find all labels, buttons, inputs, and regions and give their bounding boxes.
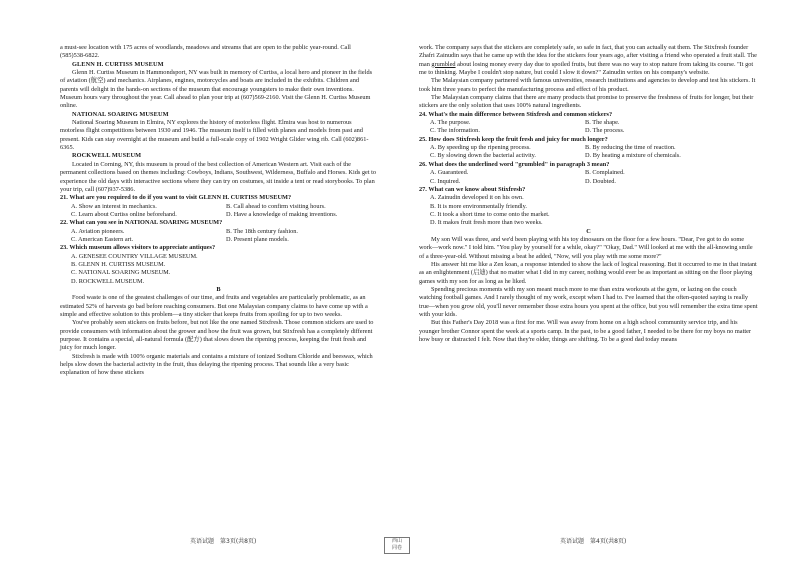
enlightenment-cn: 启迪 xyxy=(473,269,486,277)
q24-stem: 24. What's the main difference between Stixfresh and common stickers? xyxy=(419,110,613,118)
c-paragraph-3: Spending precious moments with my son meant much more to me than extra workouts at the gym, or lazing on the couch watching football games. And I rarely thought of my work, except when I had to. I've learned that the often-quoted saying is really true—when you grow old, you'll never remember those extra hours you spent at the office, but you will remember the extra time spent with your kids. xyxy=(419,285,758,318)
q25-option-b: B. By reducing the time of reaction. xyxy=(585,144,676,152)
q25-option-d: D. By heating a mixture of chemicals. xyxy=(585,152,681,160)
q26-option-d: D. Doubted. xyxy=(585,177,616,185)
q24-option-d: D. The process. xyxy=(585,127,625,135)
formula-cn: 配方 xyxy=(187,336,200,344)
right-column xyxy=(419,44,758,344)
q22-option-b: B. The 18th century fashion. xyxy=(226,227,298,235)
q23-option-d: D. ROCKWELL MUSEUM. xyxy=(71,277,145,285)
b-paragraph-2: You've probably seen stickers on fruits before, but not like the one named Stixfresh. Those common stickers are used to provide consumers with information about the grower and how the fruit was grown, but Stixfresh has a completely different purpose. It contains a special, all-natural formula (配方) that slows down the ripening process, keeping the fruit fresh and juicy for much longer. xyxy=(60,319,374,352)
q25-option-a: A. By speeding up the ripening process. xyxy=(430,144,531,152)
publisher-logo: 西山 同卷 xyxy=(384,537,410,554)
right-page xyxy=(397,0,794,562)
section-c-title: C xyxy=(586,227,591,235)
q25-option-c: C. By slowing down the bacterial activity. xyxy=(430,152,536,160)
question-21 xyxy=(60,194,377,219)
question-22 xyxy=(60,219,377,244)
q27-option-c: C. It took a short time to come onto the market. xyxy=(430,210,550,218)
question-27 xyxy=(419,186,758,228)
r-paragraph-2: The Malaysian company partnered with famous universities, research institutions and agencies to develop and test his stickers. It took him three years to perfect the manufacturing process and effect of his product. xyxy=(419,77,756,93)
footer-right-page-number: 英语试题 第4页(共8页) xyxy=(560,538,627,545)
question-25 xyxy=(419,136,758,161)
q22-option-c: C. American Eastern art. xyxy=(71,235,134,243)
q26-option-b: B. Complained. xyxy=(585,169,625,177)
q25-stem: 25. How does Stixfresh keep the fruit fresh and juicy for much longer? xyxy=(419,135,608,143)
q23-option-c: C. NATIONAL SOARING MUSEUM. xyxy=(71,269,171,277)
c-paragraph-2: His answer hit me like a Zen koan, a response intended to show the lack of logical reasoning. But it occurred to me in that instant as an enlightenment (启迪) that no matter what I did in my career, nothing would ever be as important as sitting on the floor playing games with my son for as long as he liked. xyxy=(419,260,757,285)
rockwell-heading: ROCKWELL MUSEUM xyxy=(72,152,142,160)
r-paragraph-3: The Malaysian company claims that there are many products that promise to preserve the freshness of fruits for longer, but their stickers are the only solution that uses 100% natural ingredients. xyxy=(419,94,754,110)
q21-option-c: C. Learn about Curtiss online beforehand. xyxy=(71,210,177,218)
q23-option-b: B. GLENN H. CURTISS MUSEUM. xyxy=(71,260,166,268)
q24-option-c: C. The information. xyxy=(430,127,480,135)
soaring-body: National Soaring Museum in Elmira, NY explores the history of motorless flight. Elmira was host to numerous motorless flight competitions between 1930 and 1946. The museum itself is filled with planes and models from past and present. Kids can stay overnight at the museum and build a full-scale copy of 1902 Wright Glider wing rib. Call (602)861-6365. xyxy=(60,119,369,152)
grumbled-underlined: grumbled xyxy=(431,60,456,68)
q26-option-c: C. Inquired. xyxy=(430,177,461,185)
q21-option-d: D. Have a knowledge of making inventions. xyxy=(226,210,338,218)
q24-option-a: A. The purpose. xyxy=(430,119,471,127)
q26-option-a: A. Guaranteed. xyxy=(430,169,469,177)
section-b-title: B xyxy=(216,285,221,293)
q21-stem: 21. What are you required to do if you want to visit GLENN H. CURTISS MUSEUM? xyxy=(60,194,292,202)
c-paragraph-4: But this Father's Day 2018 was a first for me. Will was away from home on a high school community service trip, and his younger brother Connor spent the week at a sports camp. In the past, to be a good father, I needed to be there for my boys no matter how busy or distracted I felt. Now that they're older, things are shifting. To be a good dad today means xyxy=(419,319,751,344)
q27-stem: 27. What can we know about Stixfresh? xyxy=(419,185,526,193)
q23-option-a: A. GENESEE COUNTRY VILLAGE MUSEUM. xyxy=(71,252,198,260)
q21-option-a: A. Show an interest in mechanics. xyxy=(71,202,157,210)
q27-option-d: D. It makes fruit fresh more than two weeks. xyxy=(430,219,543,227)
q27-option-a: A. Zainudin developed it on his own. xyxy=(430,194,524,202)
q24-option-b: B. The shape. xyxy=(585,119,620,127)
question-24 xyxy=(419,111,758,136)
q22-option-d: D. Present plane models. xyxy=(226,235,289,243)
b-paragraph-1: Food waste is one of the greatest challenges of our time, and fruits and vegetables are particularly problematic, as an estimated 52% of harvests go bad before reaching consumers. But one Malaysian company claims to have come up with a simple and effective solution to this problem—a tiny sticker that keeps fruits from spoiling for up to two weeks. xyxy=(60,294,368,318)
question-26 xyxy=(419,161,758,186)
q23-stem: 23. Which museum allows visitors to appreciate antiques? xyxy=(60,244,216,252)
rockwell-body: Located in Corning, NY, this museum is proud of the best collection of American Western art. Visit each of the permanent collections based on themes including: Cowboys, Indians, Southwest, Wilderness, Buffalo and Horses. Kids get to experience the old days with interactive sections where they can try on costumes, sit inside a tent or read storybooks. To plan your trip, call (607)937-5386. xyxy=(60,160,377,193)
soaring-heading: NATIONAL SOARING MUSEUM xyxy=(72,110,169,118)
curtiss-heading: GLENN H. CURTISS MUSEUM xyxy=(72,60,164,68)
r-paragraph-1: work. The company says that the stickers are completely safe, so safe in fact, that you can actually eat them. The Stixfresh founder Zhafri Zainudin says that he came up with the idea for the stickers four years ago, after visiting a friend who operated a fruit stall. The man grumbled about losing money every day due to spoiled fruits, but there was no way to stop nature from taking its course. "It got me to thinking. Maybe I couldn't stop nature, but could I slow it down?" Zainudin writes on his company's website. xyxy=(419,44,757,77)
q27-option-b: B. It is more environmentally friendly. xyxy=(430,202,527,210)
intro-tail: a must-see location with 175 acres of woodlands, meadows and streams that are open to the public year-round. Call (585)538-6822. xyxy=(60,44,351,60)
c-paragraph-1: My son Will was three, and we'd been playing with his toy dinosaurs on the floor for a few hours. "Dear, I've got to do some work—work now." I told him. "You play by yourself for a while, okay?" "Okay, Dad." Will looked at me with the all-knowing smile of a three-year-old. Without missing a beat he added, "Now, will you play with me some more?" xyxy=(419,235,753,260)
q26-stem: 26. What does the underlined word "grumbled" in paragraph 3 mean? xyxy=(419,160,610,168)
q22-option-a: A. Aviation pioneers. xyxy=(71,227,125,235)
question-23 xyxy=(60,244,377,286)
curtiss-body: Glenn H. Curtiss Museum in Hammondsport, NY was built in memory of Curtiss, a local hero and pioneer in the fields of aviation (航空) and mechanics. Airplanes, engines, motorcycles and boats are included in the exhibits. Children and parents will delight in the hands-on sections of the museum that encourage youngsters to make their own inventions. Museum hours vary throughout the year. Call ahead to plan your trip at (607)569-2160. Visit the Glenn H. Curtiss Museum online. xyxy=(60,69,373,110)
footer-left-page-number: 英语试题 第3页(共8页) xyxy=(190,538,257,545)
q21-option-b: B. Call ahead to confirm visiting hours. xyxy=(226,202,326,210)
q22-stem: 22. What can you see in NATIONAL SOARING MUSEUM? xyxy=(60,219,223,227)
left-column xyxy=(60,44,377,378)
b-paragraph-3: Stixfresh is made with 100% organic materials and contains a mixture of ionized Sodium Chloride and beeswax, which helps slow down the bacterial activity in the fruit, thus delaying the ripening process. That sounds like a very basic explanation of how these stickers xyxy=(60,352,373,377)
aviation-cn: 航空 xyxy=(90,77,104,85)
